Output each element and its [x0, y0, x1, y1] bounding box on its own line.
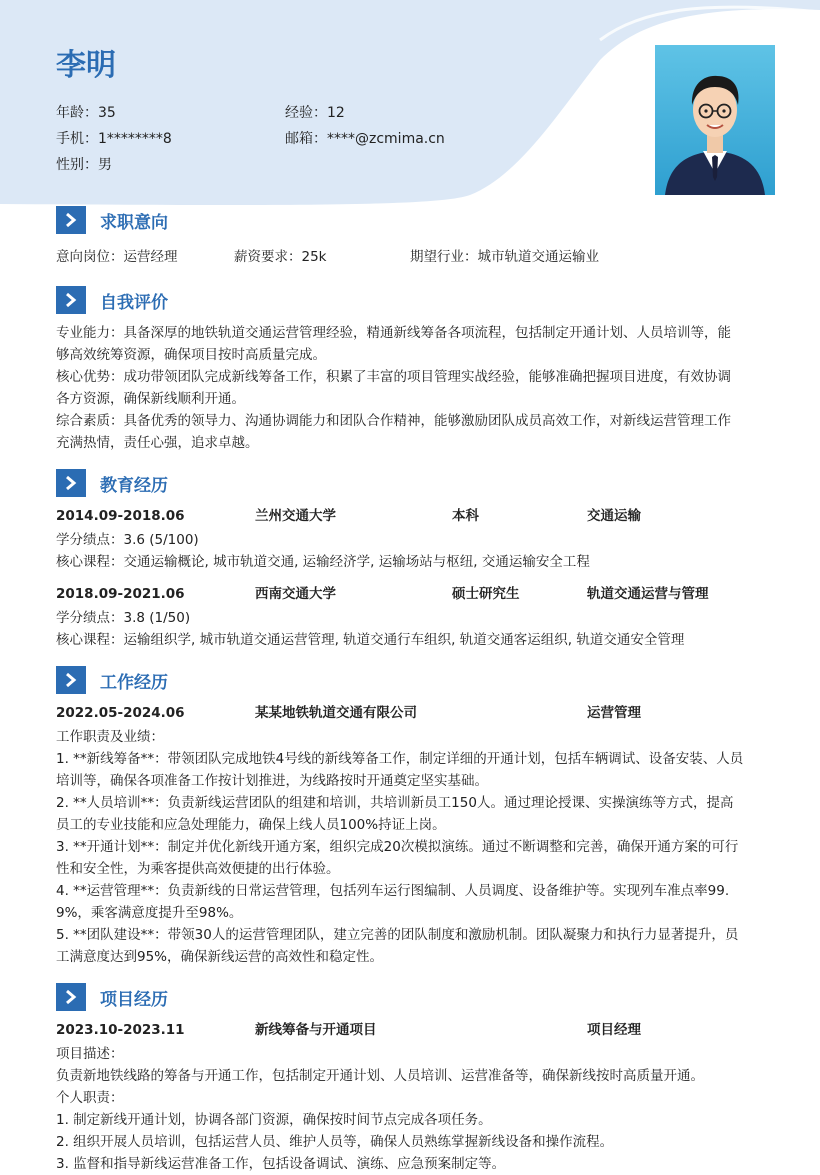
education-row — [56, 505, 768, 527]
education-school: 西南交通大学 — [255, 586, 336, 602]
gender-info: 性别：男 — [56, 157, 112, 173]
chevron-right-icon — [56, 983, 86, 1011]
education-courses: 核心课程：运输组织学, 城市轨道交通运营管理, 轨道交通行车组织, 轨道交通客运组织, 轨道交通安全管理 — [56, 632, 685, 648]
project-name: 新线筹备与开通项目 — [255, 1022, 377, 1038]
experience-info: 经验：12 — [285, 105, 345, 121]
project-line: 项目描述： — [56, 1046, 124, 1062]
profile-photo — [655, 45, 775, 195]
education-gpa: 学分绩点：3.8 (1/50) — [56, 610, 191, 626]
project-period: 2023.10-2023.11 — [56, 1022, 185, 1038]
work-line: 9%，乘客满意度提升至98%。 — [56, 905, 243, 921]
self-eval-line: 够高效统筹资源，确保项目按时高质量完成。 — [56, 347, 326, 363]
section-header-education — [56, 469, 168, 497]
self-eval-line: 专业能力：具备深厚的地铁轨道交通运营管理经验，精通新线筹备各项流程，包括制定开通计划、人员培训等，能 — [56, 325, 731, 341]
work-line: 2. **人员培训**：负责新线运营团队的组建和培训，共培训新员工150人。通过理论授课、实操演练等方式，提高 — [56, 795, 734, 811]
candidate-name: 李明 — [56, 48, 116, 83]
chevron-right-icon — [56, 469, 86, 497]
section-title: 教育经历 — [100, 475, 168, 496]
education-row — [56, 583, 768, 605]
project-role: 项目经理 — [587, 1022, 641, 1038]
education-school: 兰州交通大学 — [255, 508, 336, 524]
project-line: 2. 组织开展人员培训，包括运营人员、维护人员等，确保人员熟练掌握新线设备和操作流程。 — [56, 1134, 614, 1150]
project-row — [56, 1019, 768, 1041]
intent-industry: 期望行业：城市轨道交通运输业 — [410, 249, 599, 265]
work-row — [56, 702, 768, 724]
chevron-right-icon — [56, 666, 86, 694]
project-line: 负责新地铁线路的筹备与开通工作，包括制定开通计划、人员培训、运营准备等，确保新线按时高质量开通。 — [56, 1068, 704, 1084]
work-line: 3. **开通计划**：制定并优化新线开通方案，组织完成20次模拟演练。通过不断调整和完善，确保开通方案的可行 — [56, 839, 739, 855]
work-line: 性和安全性，为乘客提供高效便捷的出行体验。 — [56, 861, 340, 877]
section-title: 项目经历 — [100, 989, 168, 1010]
intent-salary: 薪资要求：25k — [234, 249, 327, 265]
email-info: 邮箱：****@zcmima.cn — [285, 131, 445, 147]
work-role: 运营管理 — [587, 705, 641, 721]
age-info: 年龄：35 — [56, 105, 116, 121]
work-line: 培训等，确保各项准备工作按计划推进，为线路按时开通奠定坚实基础。 — [56, 773, 488, 789]
work-line: 工满意度达到95%，确保新线运营的高效性和稳定性。 — [56, 949, 384, 965]
education-courses: 核心课程：交通运输概论, 城市轨道交通, 运输经济学, 运输场站与枢纽, 交通运输安全工程 — [56, 554, 590, 570]
education-period: 2014.09-2018.06 — [56, 508, 185, 524]
section-title: 求职意向 — [100, 212, 168, 233]
work-line: 5. **团队建设**：带领30人的运营管理团队，建立完善的团队制度和激励机制。团队凝聚力和执行力显著提升，员 — [56, 927, 739, 943]
project-line: 个人职责： — [56, 1090, 124, 1106]
work-line: 1. **新线筹备**：带领团队完成地铁4号线的新线筹备工作，制定详细的开通计划，包括车辆调试、设备安装、人员 — [56, 751, 744, 767]
self-eval-text — [56, 322, 768, 454]
chevron-right-icon — [56, 206, 86, 234]
section-header-intent — [56, 206, 168, 234]
section-header-project — [56, 983, 168, 1011]
work-intro: 工作职责及业绩： — [56, 729, 164, 745]
self-eval-line: 各方资源，确保新线顺利开通。 — [56, 391, 245, 407]
education-major: 轨道交通运营与管理 — [587, 586, 709, 602]
education-degree: 硕士研究生 — [452, 586, 520, 602]
project-line: 1. 制定新线开通计划，协调各部门资源，确保按时间节点完成各项任务。 — [56, 1112, 492, 1128]
chevron-right-icon — [56, 286, 86, 314]
work-company: 某某地铁轨道交通有限公司 — [255, 705, 417, 721]
work-period: 2022.05-2024.06 — [56, 705, 185, 721]
education-major: 交通运输 — [587, 508, 641, 524]
work-line: 员工的专业技能和应急处理能力，确保上线人员100%持证上岗。 — [56, 817, 446, 833]
project-description — [56, 1043, 768, 1175]
section-header-work — [56, 666, 168, 694]
section-header-self-eval — [56, 286, 168, 314]
project-line: 3. 监督和指导新线运营准备工作，包括设备调试、演练、应急预案制定等。 — [56, 1156, 506, 1172]
section-title: 工作经历 — [100, 672, 168, 693]
phone-info: 手机：1********8 — [56, 131, 172, 147]
section-title: 自我评价 — [100, 292, 168, 313]
work-line: 4. **运营管理**：负责新线的日常运营管理，包括列车运行图编制、人员调度、设备维护等。实现列车准点率99. — [56, 883, 730, 899]
education-gpa: 学分绩点：3.6 (5/100) — [56, 532, 199, 548]
self-eval-line: 综合素质：具备优秀的领导力、沟通协调能力和团队合作精神，能够激励团队成员高效工作，对新线运营管理工作 — [56, 413, 731, 429]
education-degree: 本科 — [452, 508, 479, 524]
self-eval-line: 核心优势：成功带领团队完成新线筹备工作，积累了丰富的项目管理实战经验，能够准确把握项目进度，有效协调 — [56, 369, 731, 385]
work-description — [56, 726, 768, 968]
self-eval-line: 充满热情，责任心强，追求卓越。 — [56, 435, 259, 451]
intent-position: 意向岗位：运营经理 — [56, 249, 178, 265]
education-period: 2018.09-2021.06 — [56, 586, 185, 602]
